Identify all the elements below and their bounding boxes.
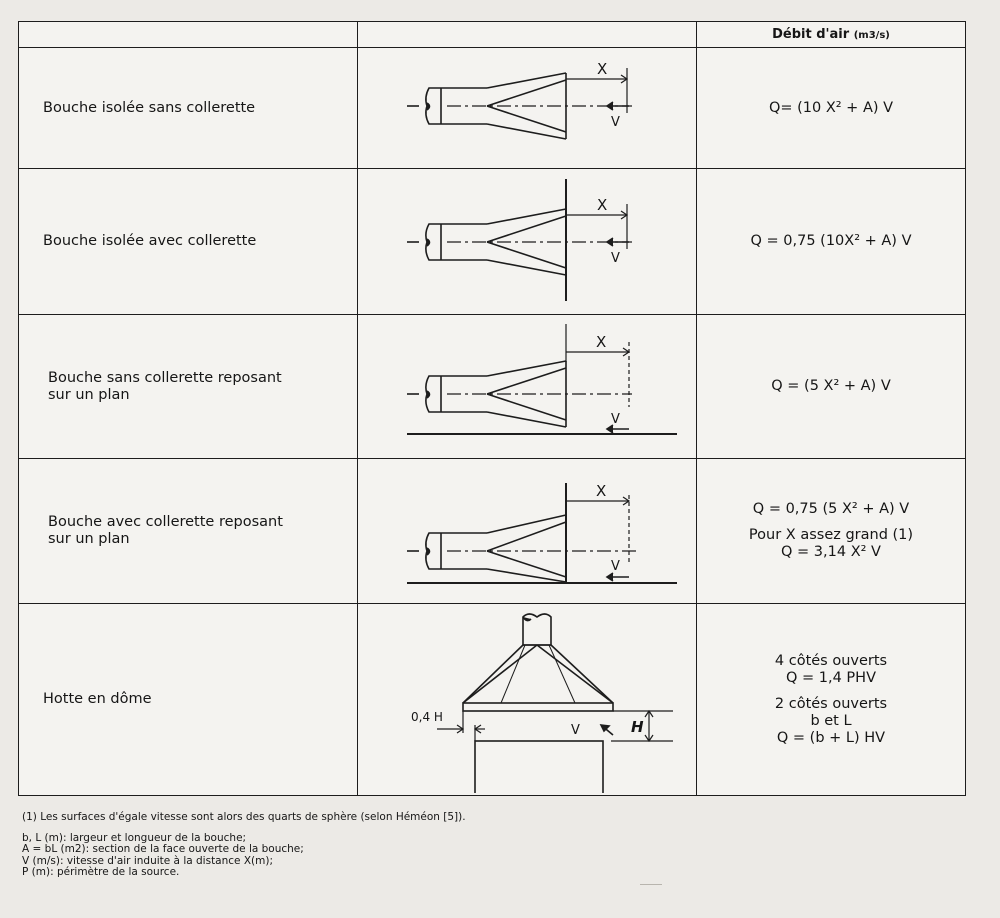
legend-line: V (m/s): vitesse d'air induite à la distance X(m); (22, 854, 273, 867)
header-row (19, 22, 966, 48)
formula-line: Q= (10 X² + A) V (768, 99, 894, 116)
table-row (19, 169, 966, 315)
ventilation-table (18, 21, 966, 796)
scan-mark (640, 884, 662, 885)
diagram-cell (358, 459, 697, 604)
formula-cell (697, 315, 966, 459)
open-nozzle-diagram (377, 53, 677, 163)
diagram-cell (358, 169, 697, 315)
formula-line: Q = 1,4 PHV (785, 669, 877, 686)
diagram-cell (358, 604, 697, 796)
x-label: X (597, 195, 608, 214)
hood-gap-label: 0,4 H (411, 709, 443, 724)
formula-line: Q = 0,75 (5 X² + A) V (752, 501, 910, 517)
row-label: Bouche sans collerette reposant sur un plan (19, 315, 358, 459)
table-row (19, 315, 966, 459)
formula-cell (697, 604, 966, 796)
row-label: Bouche isolée avec collerette (19, 169, 358, 315)
formula-line: Q = (b + L) HV (776, 729, 886, 746)
legend-line: b, L (m): largeur et longueur de la bouche; (22, 831, 247, 844)
header-unit: (m3/s) (853, 30, 890, 41)
v-label: V (611, 411, 620, 427)
formula-line: Q = 0,75 (10X² + A) V (750, 233, 912, 249)
flanged-nozzle-diagram (377, 177, 677, 307)
formula-gap (697, 687, 965, 696)
formula-line: 4 côtés ouverts (774, 652, 888, 669)
formula-line: Pour X assez grand (1) (748, 527, 914, 543)
v-label: V (571, 722, 580, 738)
formula-cell (697, 48, 966, 169)
formula-line: Q = (5 X² + A) V (771, 378, 891, 394)
dome-hood-diagram (377, 607, 677, 793)
v-label: V (611, 559, 620, 574)
header-airflow-cell (697, 22, 966, 48)
x-label: X (597, 60, 608, 78)
legend-line: A = bL (m2): section de la face ouverte de la bouche; (22, 843, 304, 855)
table-row (19, 604, 966, 796)
table-row (19, 48, 966, 169)
row-label: Bouche avec collerette reposant sur un plan (19, 459, 358, 604)
header-empty-cell (358, 22, 697, 48)
footnote: (1) Les surfaces d'égale vitesse sont alors des quarts de sphère (selon Héméon [5]). (22, 811, 466, 823)
v-label: V (611, 250, 620, 266)
table-row (19, 459, 966, 604)
row-label: Bouche isolée sans collerette (19, 48, 358, 169)
ventilation-table-container (18, 21, 965, 795)
x-label: X (596, 332, 607, 351)
diagram-cell (358, 315, 697, 459)
formula-line: 2 côtés ouverts (774, 695, 888, 712)
formula-line: b et L (810, 712, 852, 729)
header-empty-cell (19, 22, 358, 48)
formula-line: Q = 3,14 X² V (781, 544, 881, 560)
legend-line: P (m): périmètre de la source. (22, 866, 180, 878)
nozzle-on-plane-diagram (377, 322, 677, 452)
diagram-cell (358, 48, 697, 169)
formula-cell (697, 169, 966, 315)
v-label: V (611, 115, 620, 130)
formula-gap (697, 518, 965, 527)
row-label: Hotte en dôme (19, 604, 358, 796)
formula-cell (697, 459, 966, 604)
flanged-nozzle-on-plane-diagram (377, 465, 677, 597)
h-label: H (631, 717, 644, 736)
header-title: Débit d'air (772, 27, 850, 42)
x-label: X (596, 482, 607, 500)
footnotes (22, 812, 466, 879)
